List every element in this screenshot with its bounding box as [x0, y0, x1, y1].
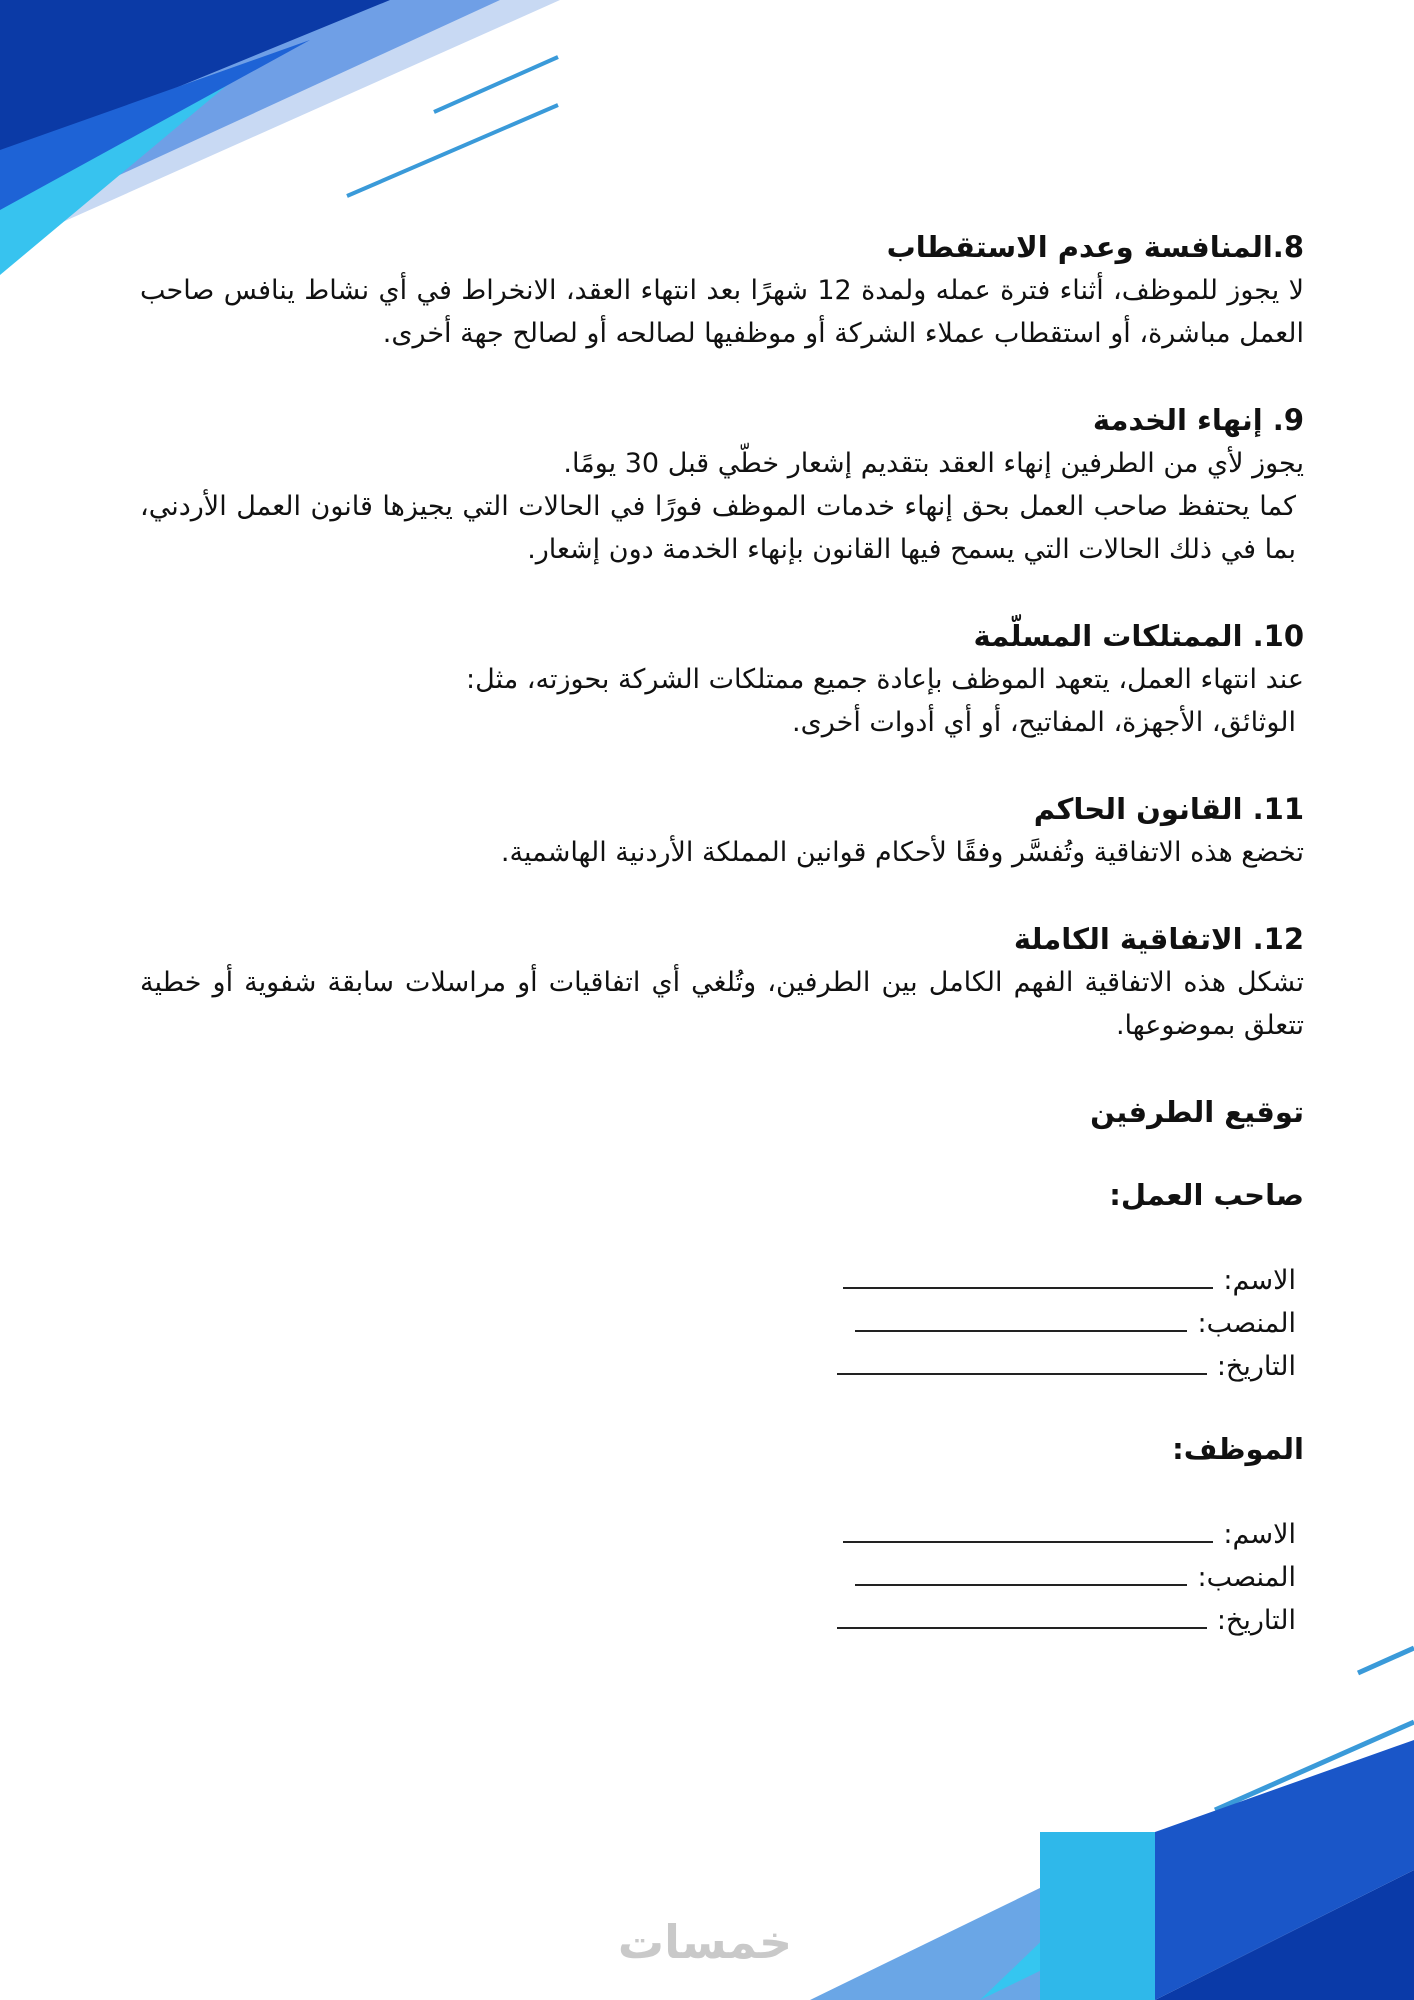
bottom-cyan-rect: [1040, 1832, 1155, 2000]
signature-line: [843, 1517, 1213, 1543]
field-label: التاريخ:: [1216, 1605, 1296, 1636]
top-line-1: [434, 57, 558, 112]
bottom-line-1: [1358, 1648, 1414, 1673]
signature-line: [837, 1349, 1207, 1375]
field-label: الاسم:: [1223, 1519, 1296, 1550]
signatures-block: [140, 1091, 1304, 1642]
signature-line: [837, 1603, 1207, 1629]
section-property: [140, 615, 1304, 744]
section-paragraph: الوثائق، الأجهزة، المفاتيح، أو أي أدوات أخرى.: [792, 707, 1296, 738]
section-termination: [140, 399, 1304, 571]
employee-position-field[interactable]: [140, 1556, 1296, 1599]
signature-line: [843, 1263, 1213, 1289]
top-line-2: [347, 105, 558, 196]
section-paragraph: لا يجوز للموظف، أثناء فترة عمله ولمدة 12 شهرًا بعد انتهاء العقد، الانخراط في أي نشاط ينافس صاحب العمل مباشرة، أو استقطاب عملاء الشركة أو موظفيها لصالحه أو لصالح جهة أخرى.: [140, 275, 1305, 349]
field-label: الاسم:: [1223, 1265, 1296, 1296]
employee-fields: [140, 1513, 1304, 1642]
section-heading: 12. الاتفاقية الكاملة: [1013, 922, 1304, 956]
employer-date-field[interactable]: [140, 1345, 1296, 1388]
section-heading: 8.المنافسة وعدم الاستقطاب: [886, 230, 1304, 264]
field-label: المنصب:: [1197, 1562, 1296, 1593]
employer-name-field[interactable]: [140, 1259, 1296, 1302]
section-heading: 10. الممتلكات المسلّمة: [973, 619, 1304, 653]
signature-line: [855, 1560, 1187, 1586]
signatures-title: توقيع الطرفين: [1090, 1095, 1304, 1129]
section-paragraph: يجوز لأي من الطرفين إنهاء العقد بتقديم إشعار خطّي قبل 30 يومًا.: [563, 448, 1304, 479]
document-body: [140, 226, 1304, 1642]
section-heading: 11. القانون الحاكم: [1033, 792, 1304, 826]
section-paragraph: كما يحتفظ صاحب العمل بحق إنهاء خدمات الموظف فورًا في الحالات التي يجيزها قانون العمل الأردني، بما في ذلك الحالات التي يسمح فيها القانون بإنهاء الخدمة دون إشعار.: [140, 491, 1296, 565]
section-entire-agreement: [140, 918, 1304, 1047]
section-non-compete: [140, 226, 1304, 355]
watermark-logo: خمسات: [617, 1915, 793, 1969]
section-paragraph: عند انتهاء العمل، يتعهد الموظف بإعادة جميع ممتلكات الشركة بحوزته، مثل:: [466, 664, 1304, 695]
employer-fields: [140, 1259, 1304, 1388]
section-governing-law: [140, 788, 1304, 874]
section-paragraph: تشكل هذه الاتفاقية الفهم الكامل بين الطرفين، وتُلغي أي اتفاقيات أو مراسلات سابقة شفوية أو خطية تتعلق بموضوعها.: [140, 967, 1304, 1041]
employer-position-field[interactable]: [140, 1302, 1296, 1345]
employee-name-field[interactable]: [140, 1513, 1296, 1556]
employer-label: صاحب العمل:: [1109, 1178, 1304, 1212]
section-heading: 9. إنهاء الخدمة: [1092, 403, 1304, 437]
employee-date-field[interactable]: [140, 1599, 1296, 1642]
field-label: المنصب:: [1197, 1308, 1296, 1339]
section-paragraph: تخضع هذه الاتفاقية وتُفسَّر وفقًا لأحكام قوانين المملكة الأردنية الهاشمية.: [500, 837, 1304, 868]
signature-line: [855, 1306, 1187, 1332]
employee-label: الموظف:: [1172, 1432, 1304, 1466]
field-label: التاريخ:: [1216, 1351, 1296, 1382]
